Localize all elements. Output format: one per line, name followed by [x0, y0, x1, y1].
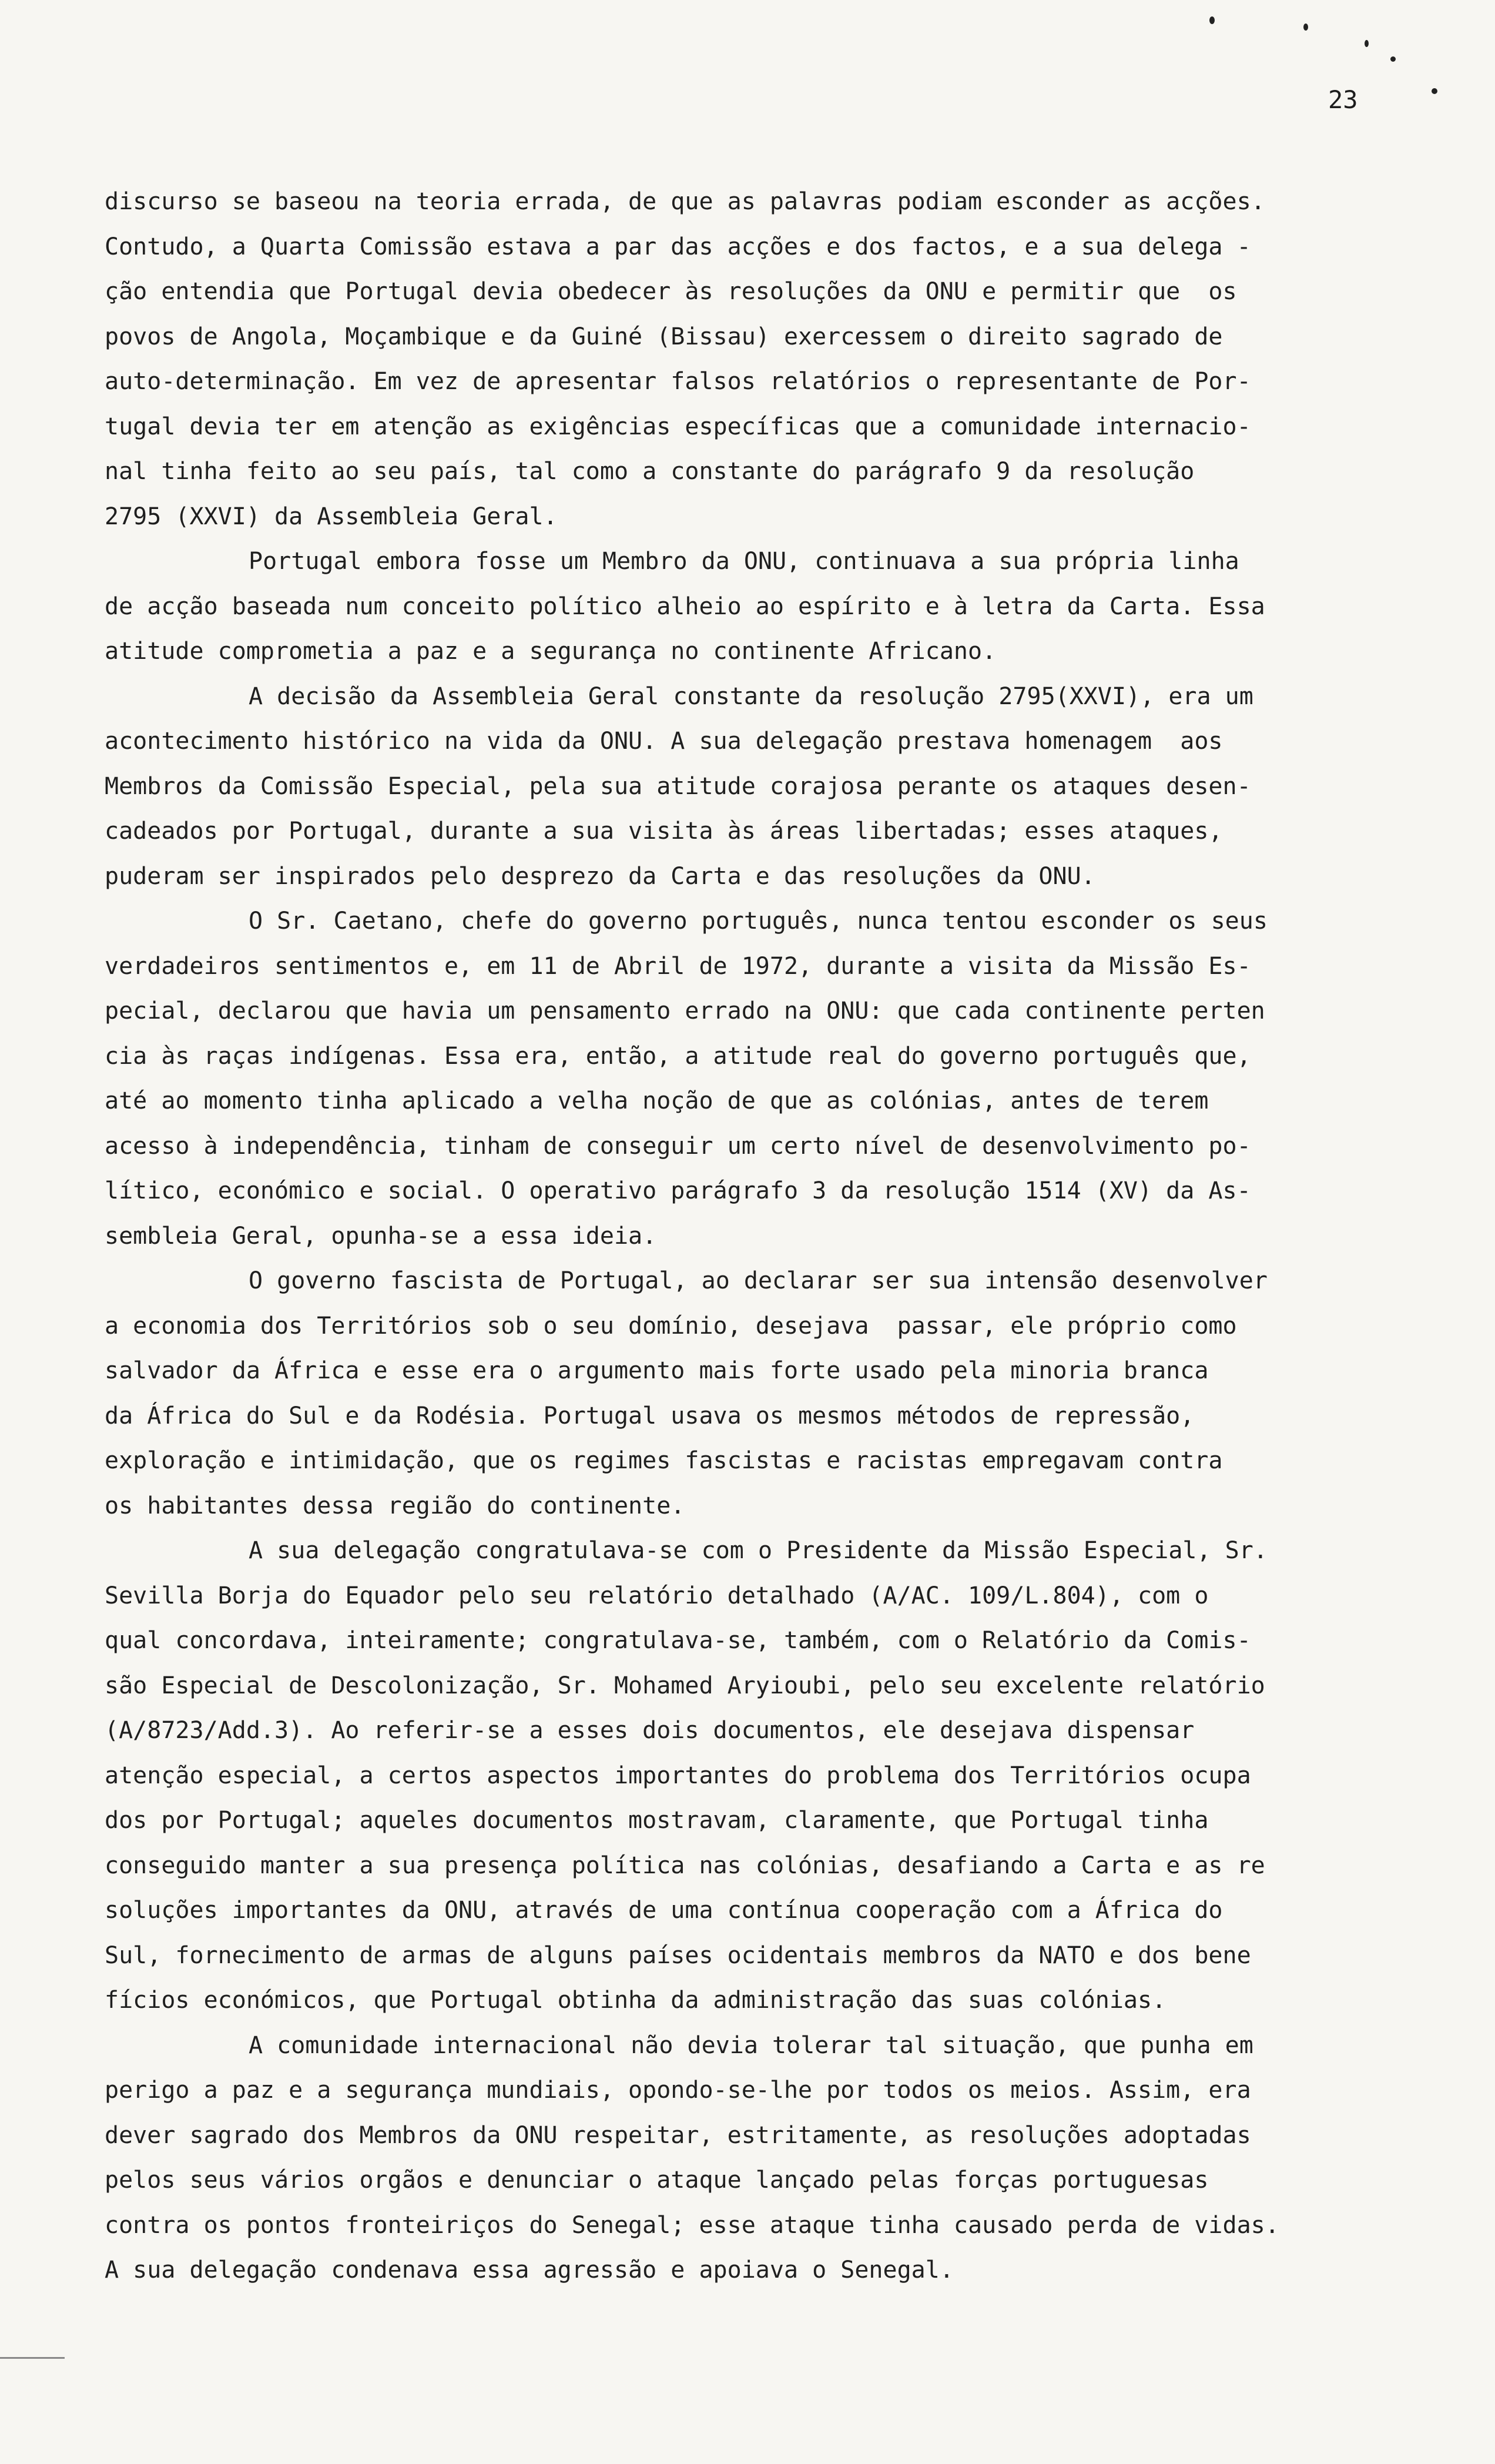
text-line: A sua delegação condenava essa agressão e apoiava o Senegal.	[105, 2257, 954, 2284]
text-line: A comunidade internacional não devia tolerar tal situação, que punha em	[249, 2031, 1253, 2059]
text-line: nal tinha feito ao seu país, tal como a constante do parágrafo 9 da resolução	[105, 458, 1195, 485]
text-line: qual concordava, inteiramente; congratulava-se, também, com o Relatório da Comis-	[105, 1627, 1251, 1654]
scan-edge-mark	[0, 2357, 65, 2359]
text-line: Sevilla Borja do Equador pelo seu relatório detalhado (A/AC. 109/L.804), com o	[105, 1582, 1209, 1609]
scan-speck	[1303, 24, 1308, 31]
text-line: de acção baseada num conceito político alheio ao espírito e à letra da Carta. Essa	[105, 592, 1265, 620]
text-line: soluções importantes da ONU, através de uma contínua cooperação com a África do	[105, 1897, 1223, 1924]
text-line: lítico, económico e social. O operativo parágrafo 3 da resolução 1514 (XV) da As-	[105, 1177, 1251, 1204]
scan-speck	[1209, 16, 1215, 24]
text-line: contra os pontos fronteiriços do Senegal; esse ataque tinha causado perda de vidas.	[105, 2211, 1279, 2239]
text-line: auto-determinação. Em vez de apresentar falsos relatórios o representante de Por-	[105, 368, 1251, 395]
text-line: os habitantes dessa região do continente.	[105, 1492, 685, 1519]
text-line: povos de Angola, Moçambique e da Guiné (Bissau) exercessem o direito sagrado de	[105, 323, 1223, 350]
text-line: A sua delegação congratulava-se com o Presidente da Missão Especial, Sr.	[249, 1537, 1268, 1564]
text-line: são Especial de Descolonização, Sr. Mohamed Aryioubi, pelo seu excelente relatório	[105, 1672, 1265, 1699]
text-line: pelos seus vários orgãos e denunciar o ataque lançado pelas forças portuguesas	[105, 2167, 1209, 2194]
text-line: pecial, declarou que havia um pensamento errado na ONU: que cada continente perten	[105, 997, 1265, 1025]
text-line: Membros da Comissão Especial, pela sua atitude corajosa perante os ataques desen-	[105, 772, 1251, 800]
text-line: conseguido manter a sua presença política nas colónias, desafiando a Carta e as re	[105, 1852, 1265, 1879]
text-line: a economia dos Territórios sob o seu domínio, desejava passar, ele próprio como	[105, 1312, 1237, 1340]
text-line: sembleia Geral, opunha-se a essa ideia.	[105, 1222, 657, 1250]
text-line: tugal devia ter em atenção as exigências específicas que a comunidade internacio-	[105, 413, 1251, 440]
text-line: Contudo, a Quarta Comissão estava a par das acções e dos factos, e a sua delega -	[105, 233, 1251, 260]
text-line: O Sr. Caetano, chefe do governo português, nunca tentou esconder os seus	[249, 908, 1268, 935]
text-line: cia às raças indígenas. Essa era, então, a atitude real do governo português que,	[105, 1042, 1251, 1070]
text-line: dos por Portugal; aqueles documentos mostravam, claramente, que Portugal tinha	[105, 1807, 1209, 1834]
text-line: A decisão da Assembleia Geral constante da resolução 2795(XXVI), era um	[249, 682, 1253, 710]
text-line: Sul, fornecimento de armas de alguns países ocidentais membros da NATO e dos bene	[105, 1941, 1251, 1969]
text-line: dever sagrado dos Membros da ONU respeitar, estritamente, as resoluções adoptadas	[105, 2121, 1251, 2149]
text-line: da África do Sul e da Rodésia. Portugal usava os mesmos métodos de repressão,	[105, 1402, 1195, 1429]
text-line: ção entendia que Portugal devia obedecer às resoluções da ONU e permitir que os	[105, 278, 1237, 305]
text-line: acesso à independência, tinham de conseguir um certo nível de desenvolvimento po-	[105, 1132, 1251, 1160]
text-line: O governo fascista de Portugal, ao declarar ser sua intensão desenvolver	[249, 1267, 1268, 1294]
text-line: atenção especial, a certos aspectos importantes do problema dos Territórios ocupa	[105, 1762, 1251, 1789]
text-line: Portugal embora fosse um Membro da ONU, continuava a sua própria linha	[249, 548, 1239, 575]
text-line: puderam ser inspirados pelo desprezo da Carta e das resoluções da ONU.	[105, 862, 1095, 890]
text-line: salvador da África e esse era o argumento mais forte usado pela minoria branca	[105, 1357, 1209, 1384]
text-line: fícios económicos, que Portugal obtinha da administração das suas colónias.	[105, 1987, 1166, 2014]
text-line: (A/8723/Add.3). Ao referir-se a esses dois documentos, ele desejava dispensar	[105, 1717, 1195, 1744]
body-text	[105, 179, 1427, 2293]
text-line: atitude comprometia a paz e a segurança no continente Africano.	[105, 638, 997, 665]
text-line: até ao momento tinha aplicado a velha noção de que as colónias, antes de terem	[105, 1087, 1209, 1114]
text-line: acontecimento histórico na vida da ONU. A sua delegação prestava homenagem aos	[105, 728, 1223, 755]
text-line: perigo a paz e a segurança mundiais, opondo-se-lhe por todos os meios. Assim, era	[105, 2077, 1251, 2104]
text-line: cadeados por Portugal, durante a sua visita às áreas libertadas; esses ataques,	[105, 818, 1223, 845]
text-line: 2795 (XXVI) da Assembleia Geral.	[105, 503, 558, 530]
text-line: discurso se baseou na teoria errada, de que as palavras podiam esconder as acções.	[105, 188, 1265, 215]
scan-speck	[1390, 56, 1396, 62]
page-number: 23	[1328, 85, 1358, 114]
text-line: exploração e intimidação, que os regimes fascistas e racistas empregavam contra	[105, 1447, 1223, 1474]
scan-speck	[1432, 88, 1437, 94]
scan-speck	[1365, 40, 1369, 47]
text-line: verdadeiros sentimentos e, em 11 de Abril de 1972, durante a visita da Missão Es-	[105, 952, 1251, 980]
